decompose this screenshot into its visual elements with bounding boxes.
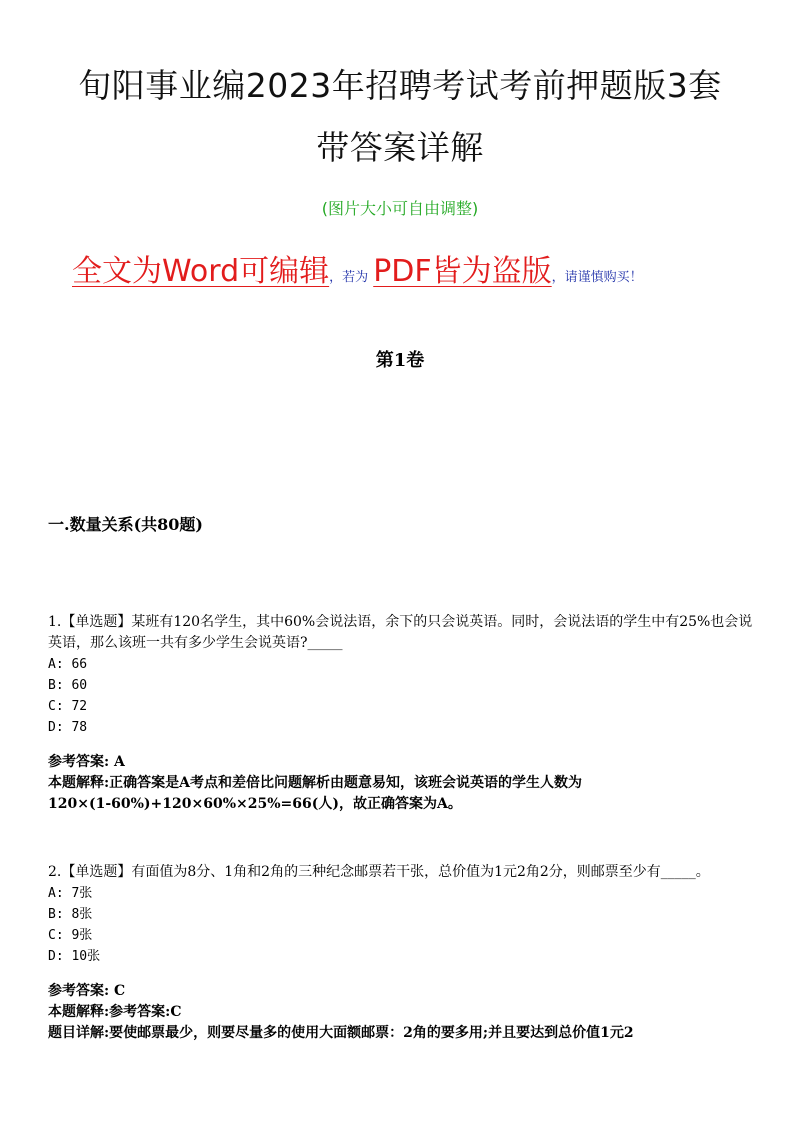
document-subtitle: (图片大小可自由调整) <box>321 199 479 218</box>
option-a: A: 66 <box>48 657 88 672</box>
option-b: B: 60 <box>48 678 88 693</box>
notice-separator-2: ，请谨慎购买！ <box>551 270 643 285</box>
question-1 <box>48 612 758 815</box>
reference-answer: 参考答案: C <box>48 983 126 999</box>
explanation-line: 120×(1-60%)+120×60%×25%=66(人)，故正确答案为A。 <box>48 796 462 812</box>
option-d: D: 78 <box>48 720 88 735</box>
option-a: A: 7张 <box>48 886 93 901</box>
answer-block <box>48 981 758 1044</box>
piracy-notice <box>72 246 772 290</box>
question-text: 2.【单选题】有面值为8分、1角和2角的三种纪念邮票若干张，总价值为1元2角2分，则邮票至少有_____。 <box>48 864 710 880</box>
option-c: C: 72 <box>48 699 88 714</box>
document-title-line1: 旬阳事业编2023年招聘考试考前押题版3套 <box>78 66 722 105</box>
explanation-line: 本题解释:正确答案是A考点和差倍比问题解析由题意易知，该班会说英语的学生人数为 <box>48 775 583 791</box>
question-text: 1.【单选题】某班有120名学生，其中60%会说法语，余下的只会说英语。同时，会说法语的学生中有25%也会说英语，那么该班一共有多少学生会说英语?_____ <box>48 614 753 651</box>
section-heading: 一.数量关系(共80题) <box>48 515 203 534</box>
document-title-line2: 带答案详解 <box>316 128 484 167</box>
explanation-line: 题目详解:要使邮票最少，则要尽量多的使用大面额邮票：2角的要多用;并且要达到总价值1元2 <box>48 1025 634 1041</box>
reference-answer: 参考答案: A <box>48 754 125 770</box>
notice-separator-1: ，若为 <box>329 270 369 285</box>
option-c: C: 9张 <box>48 928 93 943</box>
option-b: B: 8张 <box>48 907 93 922</box>
notice-word-editable: 全文为Word可编辑 <box>72 254 330 289</box>
explanation-line: 本题解释:参考答案:C <box>48 1004 182 1020</box>
notice-pdf-pirated: PDF皆为盗版 <box>373 254 552 289</box>
volume-heading: 第1卷 <box>375 350 425 371</box>
question-2 <box>48 862 758 1044</box>
answer-block <box>48 752 758 815</box>
option-d: D: 10张 <box>48 949 101 964</box>
